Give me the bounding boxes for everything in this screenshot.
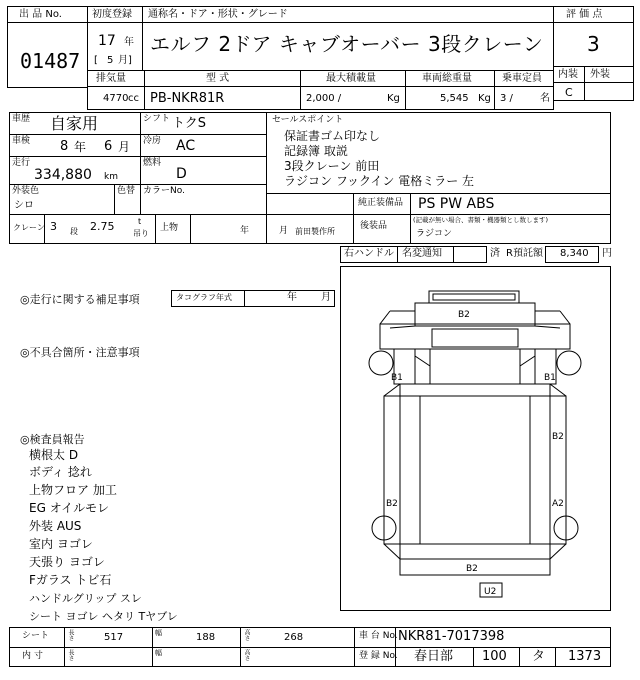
history-value: 自家用 bbox=[50, 114, 99, 133]
sheet-label: シート bbox=[22, 631, 50, 641]
first-reg-month-open: [ bbox=[94, 55, 98, 66]
capacity-label: 乗車定員 bbox=[502, 73, 542, 84]
chassis-number: NKR81-7017398 bbox=[398, 629, 505, 644]
reg-number: 1373 bbox=[568, 649, 602, 664]
score-label: 評 価 点 bbox=[566, 9, 603, 20]
reg-label: 登 録 No. bbox=[359, 651, 398, 661]
mark-front-b2: B2 bbox=[458, 310, 470, 320]
model-label: 型 式 bbox=[206, 73, 230, 84]
mileage-unit: km bbox=[104, 172, 118, 182]
inspector-report-label: ◎検査員報告 bbox=[20, 433, 85, 446]
history-label: 車歴 bbox=[12, 114, 31, 124]
aftermarket-label: 後装品 bbox=[360, 221, 388, 231]
mileage-value: 334,880 bbox=[34, 167, 92, 183]
recycle-status: 済 bbox=[490, 248, 500, 259]
aftermarket-value: ラジコン bbox=[416, 229, 453, 239]
width-label-2: 幅 bbox=[155, 649, 162, 657]
equipment-label: 純正装備品 bbox=[358, 198, 404, 208]
report-line-4: EG オイルモレ bbox=[29, 501, 110, 515]
score-value: 3 bbox=[587, 32, 600, 56]
sheet-width: 188 bbox=[196, 632, 216, 643]
ext-color-label: 外装色 bbox=[12, 186, 40, 196]
gross-weight: 5,545 bbox=[440, 93, 469, 104]
report-line-10: シート ヨゴレ ヘタリ Tヤブレ bbox=[29, 610, 178, 623]
report-line-8: Fガラス トビ石 bbox=[29, 573, 112, 587]
tachograph-year-unit: 年 bbox=[287, 292, 297, 303]
gross-weight-label: 車両総重量 bbox=[422, 73, 472, 84]
tachograph-month-unit: 月 bbox=[321, 292, 331, 303]
truck-outline bbox=[340, 266, 611, 611]
height-label-2: 高さ bbox=[243, 649, 250, 661]
aftermarket-note: (記載が無い場合、書類・機器類とし数します) bbox=[413, 216, 549, 224]
mark-bumper-u2: U2 bbox=[484, 587, 497, 597]
reg-area: 春日部 bbox=[414, 649, 454, 664]
interior-grade: C bbox=[565, 86, 573, 99]
first-reg-year-unit: 年 bbox=[124, 37, 134, 48]
color-no-label: カラーNo. bbox=[143, 186, 185, 196]
sales-point-1: 保証書ゴム印なし bbox=[284, 129, 381, 143]
mark-right-bed-b2: B2 bbox=[552, 432, 564, 442]
sales-point-4: ラジコン フックイン 電格ミラー 左 bbox=[284, 174, 475, 188]
model-code: PB-NKR81R bbox=[150, 91, 225, 106]
mark-left-b1: B1 bbox=[391, 373, 403, 383]
upper-maker: 前田製作所 bbox=[295, 227, 335, 236]
gross-weight-unit: Kg bbox=[478, 93, 491, 104]
driving-notes-label: ◎走行に関する補足事項 bbox=[20, 293, 140, 306]
sales-points-label: セールスポイント bbox=[272, 115, 344, 125]
ext-color-value: シロ bbox=[14, 200, 34, 211]
report-line-9: ハンドルグリップ スレ bbox=[29, 592, 142, 605]
yen-unit: 円 bbox=[602, 248, 612, 259]
lot-number-label: 出 品 No. bbox=[19, 9, 62, 20]
cooling-label: 冷房 bbox=[143, 136, 162, 146]
interior-grade-label: 内装 bbox=[558, 69, 578, 80]
mark-right-rear-a2: A2 bbox=[552, 499, 564, 509]
mark-rear-b2: B2 bbox=[466, 564, 478, 574]
length-label: 長さ bbox=[67, 629, 74, 641]
first-reg-label: 初度登録 bbox=[92, 9, 132, 20]
lot-number: 01487 bbox=[20, 49, 81, 73]
tachograph-label: タコグラフ年式 bbox=[176, 293, 232, 302]
shift-label: シフト bbox=[143, 114, 171, 124]
report-line-2: ボディ 捻れ bbox=[29, 465, 92, 479]
sales-point-2: 記録簿 取説 bbox=[284, 144, 348, 158]
report-line-6: 室内 ヨゴレ bbox=[29, 537, 93, 551]
capacity: 3 / bbox=[500, 93, 513, 104]
crane-label: クレーン bbox=[13, 223, 45, 232]
name-change-label: 名変通知 bbox=[402, 248, 442, 259]
crane-tons-unit-2: 吊り bbox=[133, 229, 149, 238]
first-reg-year: 17 bbox=[98, 33, 116, 49]
crane-steps-unit: 段 bbox=[70, 227, 78, 236]
fuel-label: 燃料 bbox=[143, 158, 162, 168]
crane-tons-unit: t bbox=[138, 217, 142, 226]
inspection-month: 6 bbox=[104, 139, 113, 154]
height-label: 高さ bbox=[243, 629, 250, 641]
upper-month-unit: 月 bbox=[279, 226, 289, 236]
width-label: 幅 bbox=[155, 629, 162, 637]
displacement-label: 排気量 bbox=[96, 73, 126, 84]
car-name: エルフ 2ドア キャブオーバー 3段クレーン bbox=[150, 32, 544, 56]
exterior-grade-label: 外装 bbox=[590, 69, 610, 80]
defects-label: ◎不具合箇所・注意事項 bbox=[20, 346, 140, 359]
interior-dims-label: 内 寸 bbox=[22, 651, 43, 661]
max-load-label: 最大積載量 bbox=[326, 73, 376, 84]
crane-steps: 3 bbox=[50, 220, 57, 233]
upper-label: 上物 bbox=[160, 223, 179, 233]
car-name-label: 通称名・ドア・形状・グレード bbox=[148, 9, 288, 20]
mark-left-rear-b2: B2 bbox=[386, 499, 398, 509]
first-reg-month-unit: 月] bbox=[118, 55, 132, 66]
chassis-label: 車 台 No. bbox=[359, 631, 398, 641]
report-line-5: 外装 AUS bbox=[29, 519, 82, 533]
upper-year-unit: 年 bbox=[240, 226, 250, 236]
fuel-value: D bbox=[176, 166, 187, 182]
report-line-3: 上物フロア 加工 bbox=[29, 483, 117, 497]
max-load: 2,000 / bbox=[306, 93, 342, 104]
reg-class: 100 bbox=[482, 649, 507, 664]
crane-tons: 2.75 bbox=[90, 220, 115, 233]
reg-kana: タ bbox=[532, 649, 546, 664]
recycle-fee-label: R預託額 bbox=[506, 248, 543, 259]
inspection-year-unit: 年 bbox=[74, 140, 87, 154]
max-load-unit: Kg bbox=[387, 93, 400, 104]
report-line-7: 天張り ヨゴレ bbox=[29, 555, 105, 569]
length-label-2: 長さ bbox=[67, 649, 74, 661]
sales-point-3: 3段クレーン 前田 bbox=[284, 159, 380, 173]
recycle-fee: 8,340 bbox=[560, 248, 589, 259]
equipment-value: PS PW ABS bbox=[418, 196, 495, 212]
displacement-unit: cc bbox=[128, 93, 139, 104]
handle-side: 右ハンドル bbox=[344, 248, 394, 259]
displacement: 4770 bbox=[103, 93, 129, 104]
cooling-value: AC bbox=[176, 138, 196, 154]
mark-right-b1: B1 bbox=[544, 373, 556, 383]
capacity-unit: 名 bbox=[540, 93, 550, 104]
report-line-1: 横根太 D bbox=[29, 448, 79, 462]
color-change-label: 色替 bbox=[117, 186, 136, 196]
first-reg-month: 5 bbox=[107, 55, 114, 66]
sheet-height: 268 bbox=[284, 632, 304, 643]
inspection-label: 車検 bbox=[12, 136, 31, 146]
sheet-length: 517 bbox=[104, 632, 124, 643]
shift-value: トクS bbox=[172, 116, 206, 131]
inspection-month-unit: 月 bbox=[118, 140, 131, 154]
mileage-label: 走行 bbox=[12, 158, 31, 168]
inspection-year: 8 bbox=[60, 139, 69, 154]
